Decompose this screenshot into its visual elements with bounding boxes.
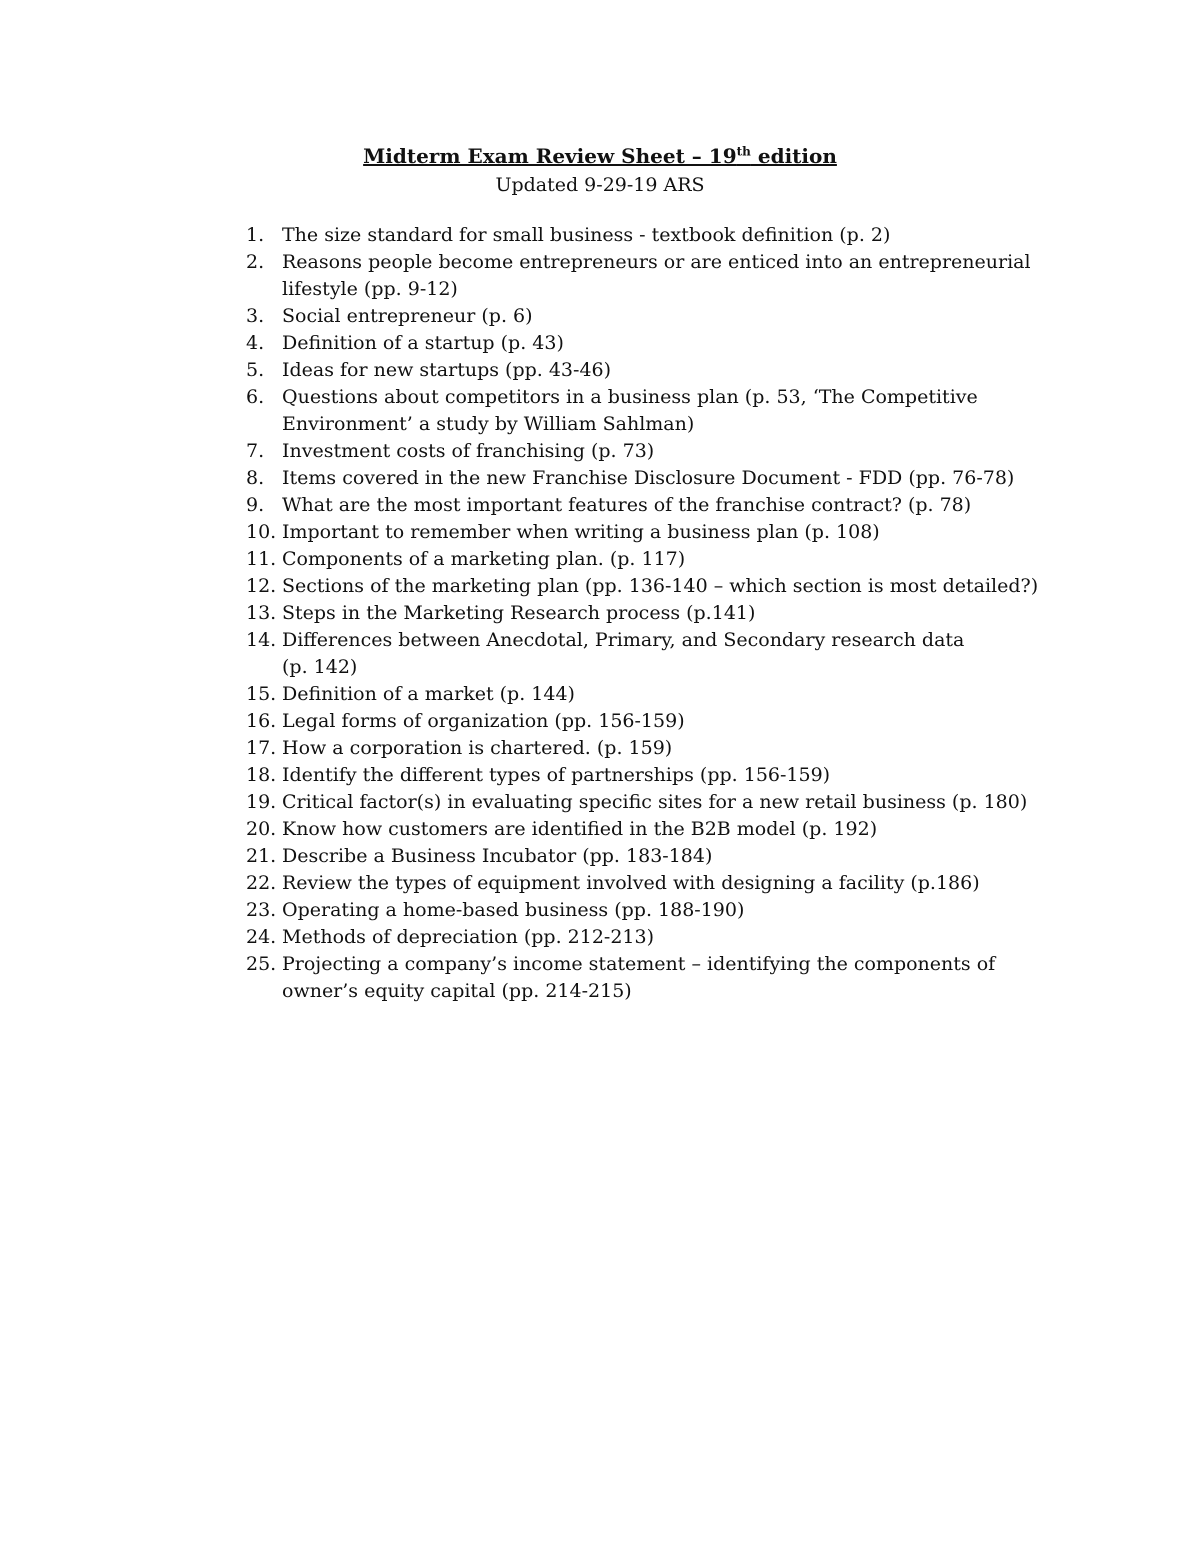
- list-item: [246, 573, 1076, 600]
- title-main: Midterm Exam Review Sheet – 19: [363, 144, 737, 168]
- title-superscript: th: [736, 144, 751, 159]
- list-item-number: 5.: [246, 359, 265, 381]
- list-item-number: 10.: [246, 521, 277, 543]
- list-item-text: [282, 951, 1076, 1005]
- list-item-line: Sections of the marketing plan (pp. 136-140 – which section is most detailed?): [282, 575, 1039, 597]
- list-item-line: owner’s equity capital (pp. 214-215): [282, 980, 632, 1002]
- list-item-text: [282, 465, 1076, 492]
- list-item-line: Operating a home-based business (pp. 188-190): [282, 899, 745, 921]
- list-item-line: Projecting a company’s income statement – identifying the components of: [282, 953, 996, 975]
- list-item-text: [282, 438, 1076, 465]
- list-item-number: 4.: [246, 332, 265, 354]
- list-item-text: [282, 762, 1076, 789]
- list-item: [246, 222, 1076, 249]
- review-list: [246, 222, 1076, 1005]
- list-item: [246, 384, 1076, 438]
- list-item-number: 8.: [246, 467, 265, 489]
- list-item: [246, 465, 1076, 492]
- list-item-text: [282, 843, 1076, 870]
- list-item: [246, 519, 1076, 546]
- list-item: [246, 546, 1076, 573]
- list-item-text: [282, 546, 1076, 573]
- list-item-number: 6.: [246, 386, 265, 408]
- list-item-text: [282, 330, 1076, 357]
- list-item-line: Reasons people become entrepreneurs or are enticed into an entrepreneurial: [282, 251, 1031, 273]
- list-item-number: 11.: [246, 548, 277, 570]
- list-item-number: 19.: [246, 791, 277, 813]
- list-item-number: 17.: [246, 737, 277, 759]
- list-item-number: 2.: [246, 251, 265, 273]
- list-item-line: Important to remember when writing a business plan (p. 108): [282, 521, 880, 543]
- list-item-text: [282, 600, 1076, 627]
- list-item-line: Components of a marketing plan. (p. 117): [282, 548, 686, 570]
- list-item-line: Items covered in the new Franchise Disclosure Document - FDD (pp. 76-78): [282, 467, 1015, 489]
- list-item-line: Definition of a market (p. 144): [282, 683, 575, 705]
- list-item-line: Steps in the Marketing Research process (p.141): [282, 602, 756, 624]
- list-item-line: Know how customers are identified in the B2B model (p. 192): [282, 818, 878, 840]
- list-item-number: 12.: [246, 575, 277, 597]
- list-item: [246, 330, 1076, 357]
- list-item-text: [282, 870, 1076, 897]
- list-item-number: 9.: [246, 494, 265, 516]
- list-item-number: 21.: [246, 845, 277, 867]
- list-item-number: 16.: [246, 710, 277, 732]
- list-item: [246, 843, 1076, 870]
- list-item-text: [282, 519, 1076, 546]
- list-item-text: [282, 249, 1076, 303]
- list-item-line: Ideas for new startups (pp. 43-46): [282, 359, 612, 381]
- list-item-number: 20.: [246, 818, 277, 840]
- page-subtitle: Updated 9-29-19 ARS: [495, 174, 705, 196]
- list-item-line: Questions about competitors in a business plan (p. 53, ‘The Competitive: [282, 386, 978, 408]
- list-item-number: 7.: [246, 440, 265, 462]
- list-item-line: Identify the different types of partnerships (pp. 156-159): [282, 764, 831, 786]
- list-item: [246, 789, 1076, 816]
- list-item-text: [282, 384, 1076, 438]
- list-item-text: [282, 357, 1076, 384]
- list-item-number: 13.: [246, 602, 277, 624]
- list-item-text: [282, 816, 1076, 843]
- list-item: [246, 708, 1076, 735]
- title-suffix: edition: [750, 144, 837, 168]
- list-item-line: What are the most important features of the franchise contract? (p. 78): [282, 494, 972, 516]
- list-item: [246, 681, 1076, 708]
- list-item-text: [282, 735, 1076, 762]
- list-item: [246, 924, 1076, 951]
- list-item-text: [282, 789, 1076, 816]
- list-item: [246, 870, 1076, 897]
- list-item-number: 25.: [246, 953, 277, 975]
- list-item: [246, 627, 1076, 681]
- list-item-text: [282, 303, 1076, 330]
- list-item: [246, 357, 1076, 384]
- list-item: [246, 897, 1076, 924]
- page-title: [0, 141, 1200, 171]
- list-item: [246, 600, 1076, 627]
- list-item-number: 23.: [246, 899, 277, 921]
- list-item-text: [282, 573, 1076, 600]
- list-item-line: lifestyle (pp. 9-12): [282, 278, 458, 300]
- list-item-text: [282, 897, 1076, 924]
- list-item-line: Environment’ a study by William Sahlman): [282, 413, 695, 435]
- list-item-line: Review the types of equipment involved with designing a facility (p.186): [282, 872, 980, 894]
- list-item-text: [282, 627, 1076, 681]
- list-item-line: (p. 142): [282, 656, 358, 678]
- list-item-text: [282, 924, 1076, 951]
- list-item-number: 1.: [246, 224, 265, 246]
- list-item-text: [282, 681, 1076, 708]
- list-item-number: 18.: [246, 764, 277, 786]
- list-item-line: Social entrepreneur (p. 6): [282, 305, 533, 327]
- list-item-line: Legal forms of organization (pp. 156-159): [282, 710, 685, 732]
- list-item-number: 22.: [246, 872, 277, 894]
- list-item-number: 14.: [246, 629, 277, 651]
- list-item-line: Definition of a startup (p. 43): [282, 332, 564, 354]
- list-item: [246, 249, 1076, 303]
- list-item-text: [282, 492, 1076, 519]
- list-item-line: How a corporation is chartered. (p. 159): [282, 737, 673, 759]
- list-item: [246, 492, 1076, 519]
- list-item: [246, 816, 1076, 843]
- list-item-line: Describe a Business Incubator (pp. 183-184): [282, 845, 713, 867]
- list-item-text: [282, 222, 1076, 249]
- list-item-line: The size standard for small business - textbook definition (p. 2): [282, 224, 891, 246]
- list-item-number: 24.: [246, 926, 277, 948]
- list-item-line: Differences between Anecdotal, Primary, and Secondary research data: [282, 629, 965, 651]
- list-item-text: [282, 708, 1076, 735]
- list-item: [246, 303, 1076, 330]
- list-item-number: 3.: [246, 305, 265, 327]
- list-item: [246, 438, 1076, 465]
- list-item-line: Investment costs of franchising (p. 73): [282, 440, 655, 462]
- list-item-line: Methods of depreciation (pp. 212-213): [282, 926, 655, 948]
- list-item: [246, 735, 1076, 762]
- list-item-number: 15.: [246, 683, 277, 705]
- list-item: [246, 951, 1076, 1005]
- list-item-line: Critical factor(s) in evaluating specific sites for a new retail business (p. 180): [282, 791, 1028, 813]
- list-item: [246, 762, 1076, 789]
